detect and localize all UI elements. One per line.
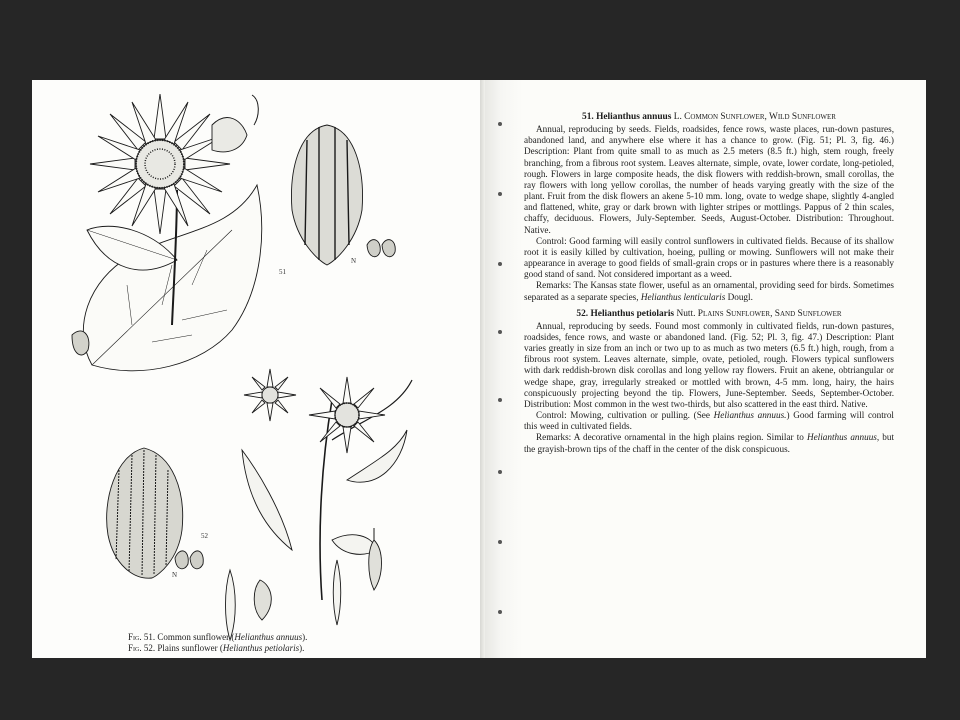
sunflower-leaf-drawing	[83, 185, 261, 371]
entry-remarks-52: Remarks: A decorative ornamental in the high plains region. Similar to Helianthus annuus, but the grayish-brown tips of the chaff in the center of the disk conspicuous.	[524, 432, 895, 454]
figure-caption-52: Fig. 52. Plains sunflower (Helianthus petiolaris).	[128, 643, 305, 653]
entry-description-52: Annual, reproducing by seeds. Found most commonly in cultivated fields, run-down pastures, roadsides, fence rows, and waste or abandoned land. (Fig. 52; Pl. 3, fig. 47.) Description: Plant varies greatly in size from an inch or two up to as much as two meters (6.5 ft.) high, rough, from a fibrous root system. Leaves alternate, simple, ovate, petioled, rough. Flowers typical sunflowers with dark reddish-brown disk corollas and long yellow ray flowers. Fruit an akene, obtriangular or wedge shape, gray, irregularly streaked or mottled with brown, 4-5 mm. long, hairy, the hairs conspicuously projecting beyond the tip. Flowers, June-September. Seeds, September-October. Distribution: Most common in the west two-thirds, but also scattered in the east third. Native.	[524, 320, 894, 409]
sunflower-head-drawing	[90, 94, 230, 234]
seed-label: N	[351, 257, 357, 265]
entry-control-51: Control: Good farming will easily control sunflowers in cultivated fields. Because of its shallow root it is easily killed by cultivation, hoeing, pulling or mowing. Sunflowers will not make their appearance in average to good fields of small-grain crops or in pastures where there is a reasonably good stand of sand. Not considered important as a weed.	[524, 235, 894, 280]
entry-remarks-51: Remarks: The Kansas state flower, useful as an ornamental, providing seed for birds. Sometimes separated as a separate species, Helianthus lenticularis Dougl.	[524, 280, 894, 302]
figure-number-52: 52	[201, 532, 208, 540]
seed-label: N	[172, 571, 178, 579]
binding-hole	[498, 330, 502, 334]
entry-heading-51: 51. Helianthus annuus L. Common Sunflower, Wild Sunflower	[582, 112, 836, 122]
plains-sunflower-seed-drawing	[107, 448, 183, 578]
binding-hole	[498, 470, 502, 474]
entry-description-51: Annual, reproducing by seeds. Fields, roadsides, fence rows, waste places, run-down pastures, abandoned land, and anywhere else where it has a chance to grow. (Fig. 51; Pl. 3, fig. 46.) Description: Plant from quite small to as much as 2.5 meters (8.5 ft.) high, stem rough, freely branching, from a fibrous root system. Leaves alternate, simple, ovate, lower cordate, long-petioled, rough. Flowers in large composite heads, the disk flowers with reddish-brown, small corollas, the ray flowers with long yellow corollas, the number of heads varying greatly with the size of the plant. Fruit from the disk flowers an akene 5-10 mm. long, ovate to wedge shape, slightly 4-angled and flattened, white, gray or dark brown with lighter stripes or mottlings. Pappus of 2 thin scales, chaffy, deciduous. Flowers, July-September. Seeds, August-October. Distribution: Throughout. Native.	[524, 124, 894, 235]
binding-hole	[498, 540, 502, 544]
binding-hole	[498, 610, 502, 614]
binding-hole	[498, 398, 502, 402]
binding-hole	[498, 192, 502, 196]
species-text-column	[524, 112, 894, 455]
sunflower-illustrations	[32, 80, 483, 658]
entry-control-52: Control: Mowing, cultivation or pulling. (See Helianthus annuus.) Good farming will control this weed in cultivated fields.	[524, 410, 894, 432]
figure-number-51: 51	[279, 268, 286, 276]
plains-sunflower-head-drawing	[309, 377, 385, 453]
binding-hole	[498, 262, 502, 266]
entry-heading-52: 52. Helianthus petiolaris Nutt. Plains Sunflower, Sand Sunflower	[576, 308, 842, 319]
sunflower-seed-drawing	[291, 125, 362, 265]
binding-hole	[498, 122, 502, 126]
figure-caption-51: Fig. 51. Common sunflower (Helianthus annuus).	[128, 632, 308, 642]
